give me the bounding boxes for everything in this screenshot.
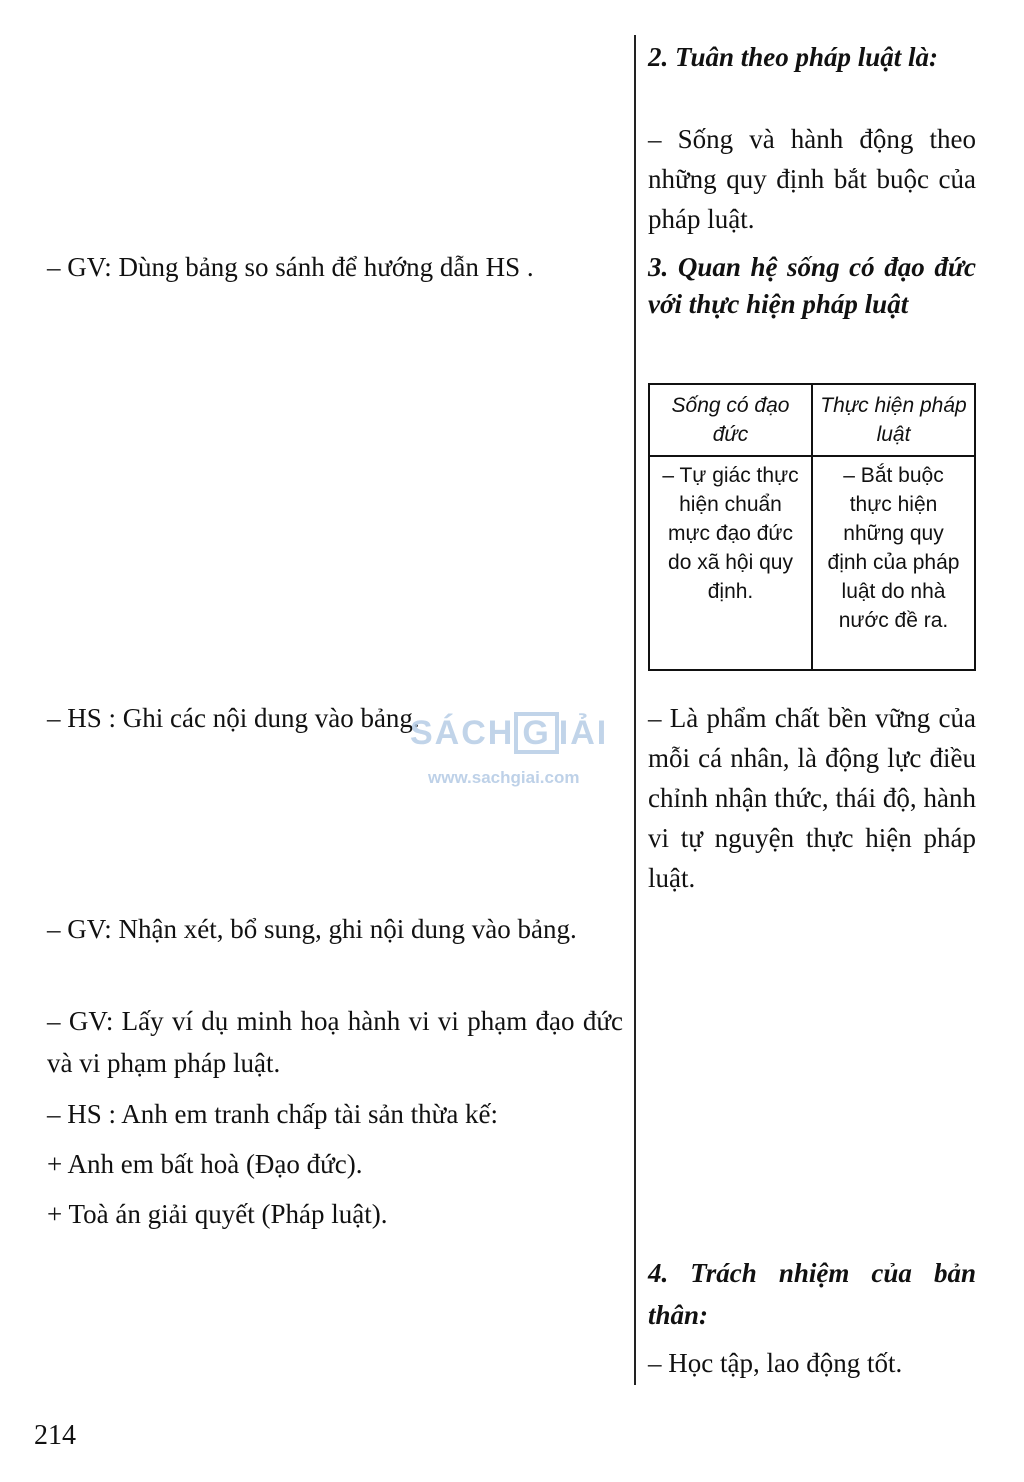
heading-ethics-law-relation: 3. Quan hệ sống có đạo đức với thực hiện pháp luật — [648, 252, 976, 319]
watermark-logo — [410, 712, 608, 754]
list-item-morality: + Anh em bất hoà (Đạo đức). — [47, 1149, 363, 1179]
gv-comparison-instruction: – GV: Dùng bảng so sánh để hướng dẫn HS . — [47, 252, 534, 282]
comparison-table — [648, 383, 976, 671]
text-ethics-quality: – Là phẩm chất bền vững của mỗi cá nhân, là động lực điều chỉnh nhận thức, thái độ, hành vi tự nguyện thực hiện pháp luật. — [648, 703, 976, 893]
table-header-ethics: Sống có đạo đức — [649, 384, 812, 456]
watermark-logo-right: IẢI — [558, 714, 609, 752]
heading-obey-law: 2. Tuân theo pháp luật là: — [648, 42, 939, 72]
gv-comment: – GV: Nhận xét, bổ sung, ghi nội dung vào bảng. — [47, 914, 577, 944]
hs-inheritance-dispute: – HS : Anh em tranh chấp tài sản thừa kế: — [47, 1099, 499, 1129]
list-item-law: + Toà án giải quyết (Pháp luật). — [47, 1199, 388, 1229]
table-cell-law: – Bắt buộc thực hiện những quy định của pháp luật do nhà nước đề ra. — [812, 456, 975, 670]
page-number: 214 — [34, 1420, 76, 1451]
watermark-logo-left: SÁCH — [410, 714, 515, 752]
gv-example: – GV: Lấy ví dụ minh hoạ hành vi vi phạm đạo đức và vi phạm pháp luật. — [47, 1006, 623, 1078]
table-row — [649, 456, 975, 670]
table-header-law: Thực hiện pháp luật — [812, 384, 975, 456]
hs-fill-table: – HS : Ghi các nội dung vào bảng. — [47, 703, 420, 733]
text-obey-law: – Sống và hành động theo những quy định bắt buộc của pháp luật. — [648, 124, 976, 234]
heading-responsibility: 4. Trách nhiệm của bản thân: — [648, 1258, 976, 1330]
text-responsibility: – Học tập, lao động tốt. — [648, 1348, 903, 1378]
table-header-row — [649, 384, 975, 456]
watermark-logo-box: G — [514, 712, 558, 754]
watermark-url: www.sachgiai.com — [428, 768, 580, 787]
table-cell-ethics: – Tự giác thực hiện chuẩn mực đạo đức do xã hội quy định. — [649, 456, 812, 670]
column-divider — [634, 35, 636, 1385]
